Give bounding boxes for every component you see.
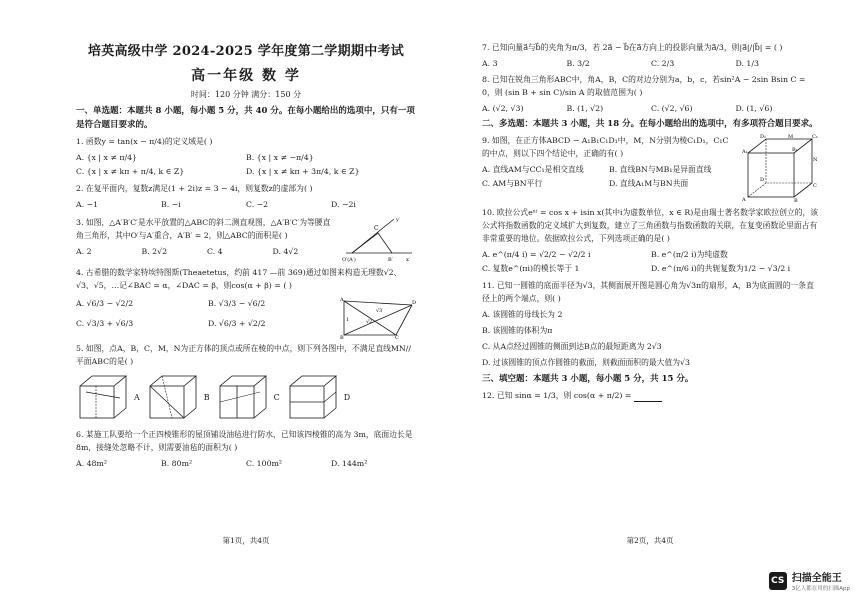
option-c: C. 复数e^(πi)的模长等于 1 xyxy=(482,264,580,273)
option-c: C. √3/3 + √6/3 xyxy=(76,319,134,328)
question-6-options xyxy=(76,457,416,470)
option-a: A. {x | x ≠ π/4} xyxy=(76,153,138,162)
fig3-label-x: x′ xyxy=(406,257,410,263)
question-8-options xyxy=(482,102,820,115)
exam-title: 培英高级中学 2024-2025 学年度第二学期期中考试 xyxy=(87,44,405,59)
option-a: A. 48m² xyxy=(76,459,108,468)
question-9-options xyxy=(482,163,736,191)
cube-option-b xyxy=(146,372,210,422)
answer-blank xyxy=(634,392,662,402)
option-b: B. 直线BN与MB₁是异面直线 xyxy=(609,165,712,174)
cube-figure-a xyxy=(76,372,132,422)
option-b: B. 80m² xyxy=(161,459,193,468)
question-10: 10. 欧拉公式eˣⁱ = cos x + isin x(其中i为虚数单位，x ∈ R)是由瑞士著名数学家欧拉创立的，该公式将指数函数的定义域扩大到复数，建立了三角函数与指数函数的关联，在复变函数论里面占有非常重要的地位。依据欧拉公式，下列选项正确的是( ) xyxy=(482,208,819,243)
cube-option-d xyxy=(286,372,350,422)
question-9: 9. 如图，在正方体ABCD − A₁B₁C₁D₁中，M，N分别为棱C₁D₁，C₁C的中点，则以下四个结论中，正确的有( ) xyxy=(482,136,729,158)
option-a: A. 3 xyxy=(482,59,498,68)
option-a: A. −1 xyxy=(76,200,99,209)
fig9-label-b1: B₁ xyxy=(792,147,798,153)
cube-label-a: A xyxy=(134,392,140,402)
option-d: D. (1, √6) xyxy=(735,104,773,113)
cube-label-c: C xyxy=(273,392,280,402)
question-1: 1. 函数y = tan(x − π/4)的定义域是( ) xyxy=(76,137,213,146)
option-c: C. 2/3 xyxy=(651,59,675,68)
fig9-label-a1: A₁ xyxy=(742,149,748,155)
cube-figure-b xyxy=(146,372,202,422)
scanner-app-name: 扫描全能王 xyxy=(791,573,842,584)
exam-meta: 时间：120 分钟 满分：150 分 xyxy=(190,90,302,99)
question-2-options xyxy=(76,198,416,211)
option-a: A. (√2, √3) xyxy=(482,104,524,113)
option-d: D. 4√2 xyxy=(272,247,299,256)
fig3-label-y: y′ xyxy=(396,217,400,223)
option-d: D. 直线A₁M与BN共面 xyxy=(609,179,689,188)
fig4-label-d: D xyxy=(412,300,416,306)
option-d: D. −2i xyxy=(331,200,356,209)
cube-label-b: B xyxy=(203,392,210,402)
fig9-label-m: M xyxy=(788,134,794,140)
option-d: D. {x | x ≠ kπ + 3π/4, k ∈ Z} xyxy=(246,167,360,176)
question-5-figures xyxy=(76,372,416,422)
exam-subtitle: 高一年级 数 学 xyxy=(191,68,301,84)
question-12-text: 12. 已知 sinα = 1/3，则 cos(α + π/2) = xyxy=(482,391,634,400)
question-11-option-b: B. 该圆锥的体积为π xyxy=(482,326,553,335)
question-11: 11. 已知一圆锥的底面半径为√3，其侧面展开图是圆心角为√3π的扇形，A，B为底面圆的一条直径上的两个端点，则( ) xyxy=(482,281,814,303)
option-d: D. 1/3 xyxy=(735,59,759,68)
question-5: 5. 如图，点A，B，C，M，N为正方体的顶点或所在棱的中点，则下列各图中，不满足直线MN//平面ABC的是( ) xyxy=(76,344,411,366)
section-3-heading: 三、填空题：本题共 3 小题，每小题 5 分，共 15 分。 xyxy=(482,374,694,384)
fig9-label-n: N xyxy=(813,157,818,163)
option-a: A. 2 xyxy=(76,247,92,256)
section-2-heading: 二、多选题：本题共 3 小题，共 18 分。在每小题给出的选项中，有多项符合题目要求。 xyxy=(482,119,818,129)
option-b: B. −i xyxy=(161,200,181,209)
cube-figure-d xyxy=(286,372,342,422)
option-a: A. √6/3 − √2/2 xyxy=(76,299,134,308)
question-9-block xyxy=(482,131,820,203)
cube-figure-c xyxy=(216,372,272,422)
question-6: 6. 某施工队要给一个正四棱锥形的屋顶铺设油毡进行防水，已知该四棱锥的高为 3m，底面边长是 8m，接缝处忽略不计，则需要油毡的面积为( ) xyxy=(76,430,413,452)
section-1-heading: 一、单选题：本题共 8 小题，每小题 5 分，共 40 分。在每小题给出的选项中，只有一项是符合题目要求的。 xyxy=(76,106,415,130)
option-b: B. e^(π/2 i)为纯虚数 xyxy=(651,250,728,259)
question-11-option-c: C. 从A点经过圆锥的侧面到达B点的最短距离为 2√3 xyxy=(482,342,662,351)
question-1-options xyxy=(76,151,416,179)
fig4-label-1: 1 xyxy=(346,317,350,323)
question-4: 4. 古希腊的数学家特埃特图斯(Theaetetus，约前 417 —前 369)通过如图来构造无理数√2、√3、√5，…记∠BAC = α，∠DAC = β，则cos(α + β) = ( ) xyxy=(76,268,402,290)
fig4-label-a: A xyxy=(340,297,344,303)
page-footer-left: 第1页，共4页 xyxy=(222,536,270,545)
option-b: B. 3/2 xyxy=(566,59,590,68)
option-c: C. 100m² xyxy=(246,459,283,468)
question-3-figure xyxy=(342,213,416,263)
fig4-label-c: C xyxy=(395,335,399,339)
cube-option-c xyxy=(216,372,280,422)
question-12 xyxy=(482,389,820,402)
cube-option-a xyxy=(76,372,140,422)
fig4-label-sqrt3: √3 xyxy=(376,308,383,314)
right-page xyxy=(430,0,860,608)
cube-label-d: D xyxy=(343,392,351,402)
question-4-figure xyxy=(340,295,416,339)
option-a: A. e^(π/4 i) = √2/2 − √2/2 i xyxy=(482,250,591,259)
fig3-label-b: B′ xyxy=(388,257,393,263)
question-11-option-a: A. 该圆锥的母线长为 2 xyxy=(482,310,563,319)
question-7-options xyxy=(482,57,820,70)
question-3-options xyxy=(76,245,338,258)
option-c: C. AM与BN平行 xyxy=(482,179,543,188)
question-7: 7. 已知向量a⃗与b⃗的夹角为π/3，若 2a⃗ − b⃗在a⃗方向上的投影向量为a⃗/3，则|a⃗|/|b⃗| = ( ) xyxy=(482,43,783,52)
fig3-label-o: O′(A′) xyxy=(342,257,356,263)
question-4-options xyxy=(76,297,340,337)
fig9-label-c: C xyxy=(813,183,817,189)
option-d: D. 144m² xyxy=(331,459,368,468)
option-c: C. {x | x ≠ kπ + π/4, k ∈ Z} xyxy=(76,167,185,176)
question-3: 3. 如图，△A′B′C′是水平放置的△ABC的斜二测直观图，△A′B′C′为等腰直角三角形，其中O′与A′重合，A′B′ = 2，则△ABC的面积是( ) xyxy=(76,218,331,240)
option-a: A. 直线AM与CC₁是相交直线 xyxy=(482,165,584,174)
scanner-app-tagline: 3亿人都在用的扫描App xyxy=(791,586,850,592)
question-11-option-d: D. 过该圆锥的顶点作圆锥的截面，则截面面积的最大值为√3 xyxy=(482,358,690,367)
scanner-logo-icon: CS xyxy=(769,572,787,590)
fig9-label-d: D xyxy=(760,177,765,183)
fig9-label-a: A xyxy=(742,197,746,203)
question-2: 2. 在复平面内，复数z满足(1 + 2i)z = 3 − 4i，则复数z的虚部为( ) xyxy=(76,184,313,193)
fig3-label-c: C xyxy=(374,225,379,232)
fig4-label-sqrt2: √2 xyxy=(366,319,373,325)
option-c: C. −2 xyxy=(246,200,269,209)
option-d: D. √6/3 + √2/2 xyxy=(208,319,266,328)
option-d: D. e^(π/6 i)的共轭复数为1/2 − √3/2 i xyxy=(651,264,791,273)
question-8: 8. 已知在锐角三角形ABC中，角A，B，C的对边分别为a，b，c，若sin²A − 2sin Bsin C = 0，则 (sin B + sin C)/sin A 的取值范围为( ) xyxy=(482,75,806,97)
option-b: B. {x | x ≠ −π/4} xyxy=(246,153,314,162)
option-c: C. (√2, √6) xyxy=(651,104,693,113)
option-b: B. (1, √2) xyxy=(566,104,604,113)
page-footer-right: 第2页，共4页 xyxy=(626,536,674,545)
question-4-block xyxy=(76,295,416,339)
fig9-label-d1: D₁ xyxy=(760,134,767,140)
option-b: B. 2√2 xyxy=(141,247,168,256)
option-b: B. √3/3 − √6/2 xyxy=(208,299,266,308)
question-9-figure xyxy=(742,131,820,203)
question-10-options xyxy=(482,248,820,276)
fig9-label-b: B xyxy=(794,198,798,203)
option-c: C. 4 xyxy=(207,247,223,256)
fig4-label-b: B xyxy=(340,335,344,339)
fig9-label-c1: C₁ xyxy=(812,134,818,140)
question-3-block xyxy=(76,213,416,263)
scanner-watermark xyxy=(769,569,850,592)
